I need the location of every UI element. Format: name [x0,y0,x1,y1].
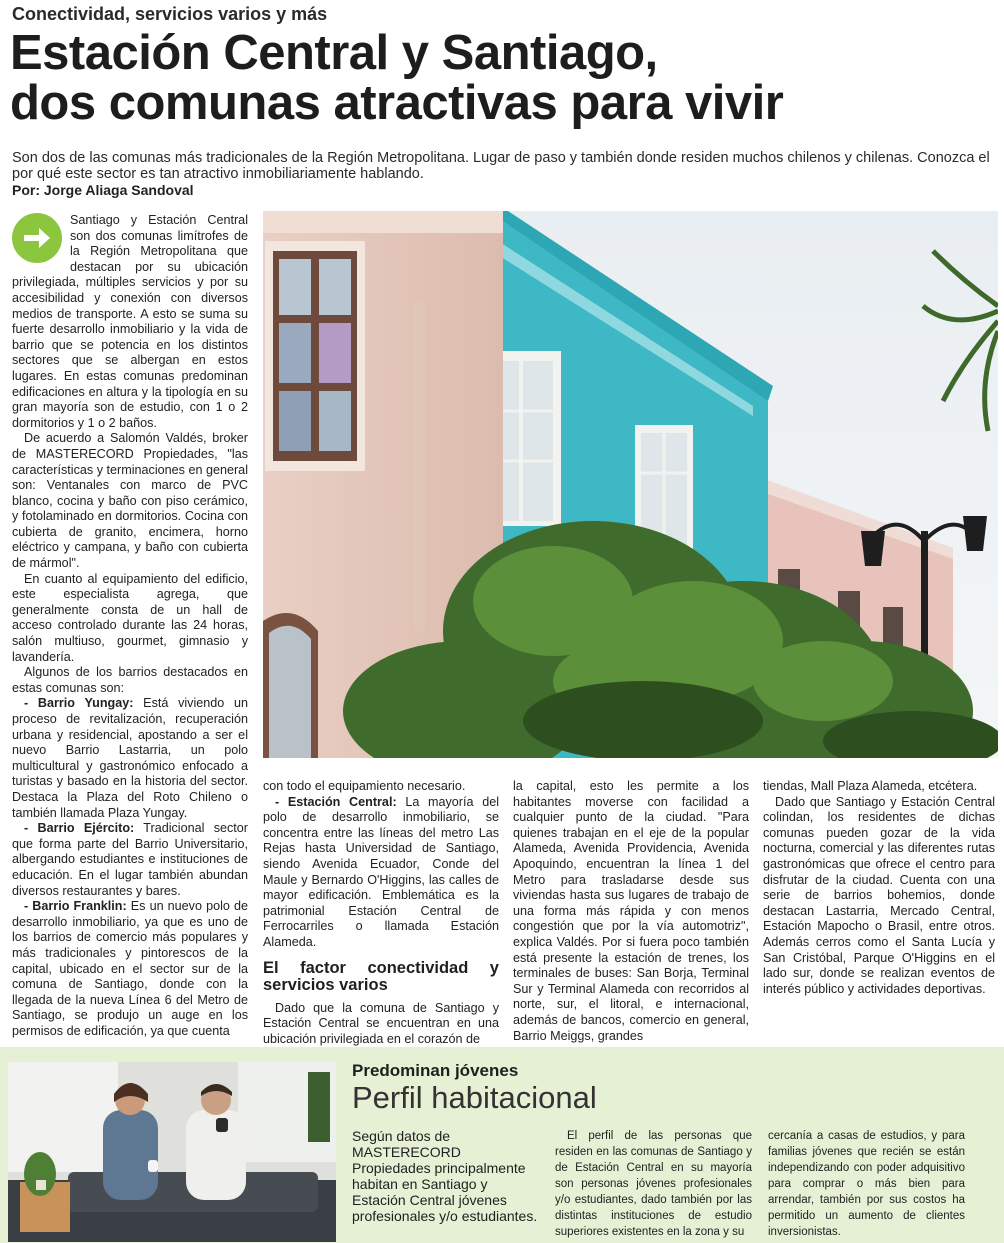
main-photo-colonial-buildings [263,211,998,758]
body-column-3 [513,779,749,1044]
section-kicker: Conectividad, servicios varios y más [12,4,328,24]
barrio-yungay-paragraph [12,696,248,821]
paragraph: Dado que la comuna de Santiago y Estación Central se encuentran en una ubicación privilegiada en el corazón de [263,1000,499,1046]
barrio-text: Tradicional sector que forma parte del Barrio Universitario, albergando estudiantes e instituciones de educación. En el lugar también abundan diversos restaurantes y bares. [12,821,248,898]
headline [10,28,995,128]
sidebar-column-1 [555,1128,752,1240]
headline-line-1: Estación Central y Santiago, [10,26,658,80]
paragraph: Dado que Santiago y Estación Central colindan, los residentes de dichas comunas pueden gozar de la vida nocturna, comercial y las diferentes rutas gastronómicas que ofrece el centro para disfrutar de la ciudad. Cuenta con una serie de barrios bohemios, donde destacan Lastarria, Mercado Central, Estación Mapocho o Brasil, entre otros. Además cerros como el Santa Lucía y San Cristóbal, Parque O'Higgins en el lado sur, donde se realizan eventos de interés público y actividades deportivas. [763,794,995,996]
body-column-2 [263,779,499,1047]
barrio-text: Es un nuevo polo de desarrollo inmobiliario, ya que es uno de los barrios de comercio más populares y más tradicionales y pintorescos de la capital, ubicado en el sector sur de la comuna de Santiago, donde con la llegada de la nueva Línea 6 del Metro de Santiago, se produjo un auge en los permisos de edificación, ya que cuenta [12,899,248,1038]
paragraph: cercanía a casas de estudios, y para familias jóvenes que recién se están independizando con poder adquisitivo para comprar o más bien para arrendar, también por sus costos ha permitido un aumento de clientes inversionistas. [768,1130,965,1238]
byline: Por: Jorge Aliaga Sandoval [12,182,194,198]
arrow-right-icon [12,213,62,263]
barrio-label: - Barrio Franklin: [24,899,127,914]
paragraph: El perfil de las personas que residen en las comunas de Santiago y de Estación Central en su mayoría son personas jóvenes profesionales y/o estudiantes, dado también por las distintas instituciones de estudio superiores existentes en la zona y su [555,1130,752,1238]
sidebar-pull-quote: Según datos de MASTERECORD Propiedades principalmente habitan en Santiago y Estación Central jóvenes profesionales y/o estudiantes. [352,1128,538,1224]
paragraph: la capital, esto les permite a los habitantes moverse con facilidad a cualquier punto de la ciudad. "Para quienes trabajan en el eje de la popular Alameda, Avenida Providencia, Avenida Apoquindo, encuentran la línea 1 del Metro para trasladarse desde sus viviendas hasta sus lugares de trabajo de una forma más rápida y con menos congestión que por la vía automotriz", explica Valdés. Por si fuera poco también está presente la estación de trenes, los terminales de buses: San Borja, Terminal Sur y Terminal Alameda con recorridos al norte, sur, el litoral, e internacional, además de bancos, comercio en general, Barrio Meiggs, grandes [513,779,749,1043]
estacion-central-paragraph [263,795,499,951]
barrio-text: Está viviendo un proceso de revitalización, recuperación urbana y residencial, apostando a ser el nuevo Barrio Lastarria, un polo multicultural y gastronómico enfocado a turistas y basado en la historia del sector. Destaca la Plaza del Roto Chileno o también llamada Plaza Yungay. [12,696,248,820]
body-column-1 [12,213,248,1039]
paragraph: Santiago y Estación Central son dos comunas limítrofes de la Región Metropolitana que destacan por su ubicación privilegiada, múltiples servicios y por su accesibilidad y conexión con diversos medios de transporte. A esto se suma su fuerte desarrollo inmobiliario y la vida de barrio que se potencia en los distintos sectores que se albergan en estos lugares. En estas comunas predominan edificaciones en altura y la tipología en su gran mayoría son de estudio, con 1 o 2 dormitorios y 1 o 2 baños. [12,213,248,430]
barrio-ejercito-paragraph [12,821,248,899]
barrio-label: - Barrio Yungay: [24,696,134,711]
couple-photo [8,1062,336,1242]
sidebar-kicker: Predominan jóvenes [352,1061,519,1080]
subheading: El factor conectividad y servicios varios [263,958,499,994]
sidebar-title: Perfil habitacional [352,1080,597,1115]
paragraph: De acuerdo a Salomón Valdés, broker de MASTERECORD Propiedades, "las características y terminaciones en general son: Ventanales con marco de PVC blanco, cocina y baño con piso cerámico, y fotolaminado en dormitorios. Cocina con cubierta de granito, encimera, horno eléctrico y campana, y baño con cubierta de mármol". [12,431,248,571]
barrio-label: - Estación Central: [275,794,397,809]
sidebar-column-2 [768,1128,965,1240]
barrio-franklin-paragraph [12,899,248,1039]
paragraph: con todo el equipamiento necesario. [263,779,466,793]
headline-line-2: dos comunas atractivas para vivir [10,76,784,130]
barrio-label: - Barrio Ejército: [24,821,135,836]
paragraph: tiendas, Mall Plaza Alameda, etcétera. [763,779,978,793]
article-deck: Son dos de las comunas más tradicionales de la Región Metropolitana. Lugar de paso y también donde residen muchos chilenos y chilenas. Conozca el por qué este sector es tan atractivo inmobiliariamente hablando. [12,150,990,182]
paragraph: Algunos de los barrios destacados en estas comunas son: [12,665,248,695]
barrio-text: La mayoría del polo de desarrollo inmobiliario, se concentra entre las líneas del metro Las Rejas hasta Universidad de Santiago, siendo Avenida Ecuador, Conde del Maule y Bernardo O'Higgins, las calles de mayor edificación. Emblemática es la patrimonial Estación Central de Ferrocarriles o llamada Estación Alameda. [263,794,499,949]
paragraph: En cuanto al equipamiento del edificio, este especialista agrega, que generalmente consta de un hall de acceso controlado durante las 24 horas, salón multiuso, gourmet, gimnasio y lavandería. [12,571,248,664]
body-column-4 [763,779,995,997]
